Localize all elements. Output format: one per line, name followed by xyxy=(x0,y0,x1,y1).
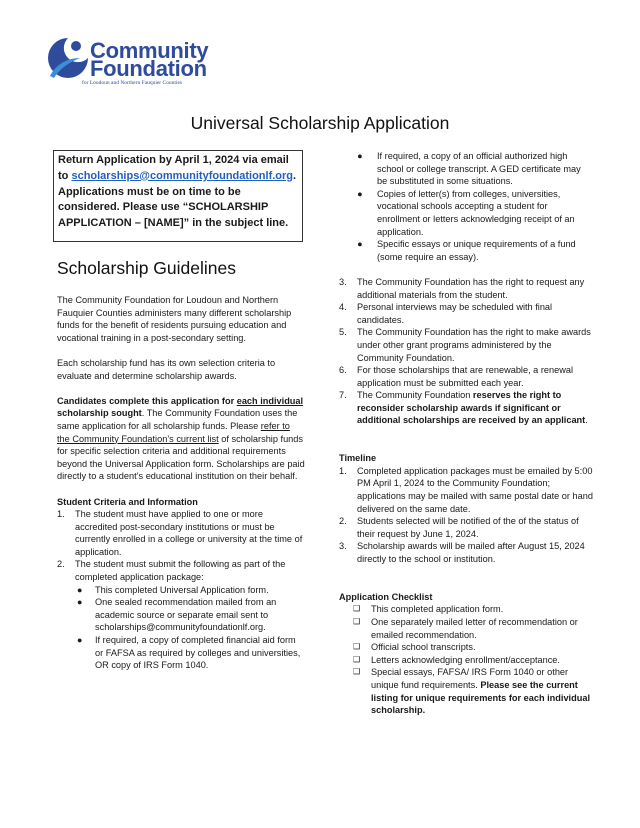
checkbox-icon: ❑ xyxy=(353,667,361,677)
logo-name-line2: Foundation xyxy=(90,56,207,81)
checkbox-icon: ❑ xyxy=(353,654,361,664)
email-link[interactable]: scholarships@communityfoundationlf.org xyxy=(71,169,294,182)
left-column xyxy=(57,294,305,672)
list-item: 3. The Community Foundation has the right to request any additional materials from the student. xyxy=(339,276,585,300)
list-item: 3. Scholarship awards will be mailed after August 15, 2024 directly to the school or institution. xyxy=(339,541,585,564)
checklist-item: ❑ One separately mailed letter of recommendation or emailed recommendation. xyxy=(353,616,578,640)
guidelines-paragraph-2: Each scholarship fund has its own selection criteria to evaluate and determine scholarship awards. xyxy=(57,357,276,381)
criteria-heading: Student Criteria and Information xyxy=(57,496,198,507)
checkbox-icon: ❑ xyxy=(353,604,361,614)
bullet-item: ● This completed Universal Application form. xyxy=(77,584,269,595)
checklist-item: ❑ This completed application form. xyxy=(353,604,504,615)
bullet-item: ● If required, a copy of completed financial aid form or FAFSA as required by colleges and universities, OR copy of IRS Form 1040. xyxy=(77,635,301,671)
bullet-icon: ● xyxy=(77,635,83,646)
bullet-icon: ● xyxy=(357,188,363,199)
notice-text-1: Return Application by April 1, 2024 via email to xyxy=(58,154,289,182)
checkbox-icon: ❑ xyxy=(353,616,361,626)
bullet-item: ● Specific essays or unique requirements of a fund (some require an essay). xyxy=(357,239,576,262)
list-item: 1. Completed application packages must be emailed by 5:00 PM April 1, 2024 to the Community Foundation; applications may be mailed with same postal date or hand delivered on the same date. xyxy=(339,465,593,514)
logo-mark-icon xyxy=(46,36,90,80)
fund-list-link[interactable]: refer to the Community Foundation’s current list xyxy=(57,420,290,444)
bullet-icon: ● xyxy=(77,584,83,595)
list-item: 4. Personal interviews may be scheduled with final candidates. xyxy=(339,302,553,325)
bullet-item: ● Copies of letter(s) from colleges, universities, vocational schools accepting a student for enrollment or letters acknowledging receipt of an application. xyxy=(357,188,575,237)
list-item: 6. For those scholarships that are renewable, a renewal application must be submitted each year. xyxy=(339,365,574,388)
checkbox-icon: ❑ xyxy=(353,642,361,652)
checklist-item: ❑ Special essays, FAFSA/ IRS Form 1040 or other unique fund requirements. Please see the current listing for unique requirements for each individual scholarship. xyxy=(353,667,590,716)
bullet-icon: ● xyxy=(357,151,363,161)
logo-name-line1: Community xyxy=(90,38,209,63)
deadline-notice-box xyxy=(53,150,303,242)
list-item: 5. The Community Foundation has the right to make awards under other grant programs administered by the Community Foundation. xyxy=(339,327,591,363)
page-title: Universal Scholarship Application xyxy=(190,113,450,133)
list-item: 2. The student must submit the following as part of the completed application package: xyxy=(57,559,286,583)
logo-tagline: for Loudoun and Northern Fauquier Counties xyxy=(82,80,183,86)
bullet-item: ● If required, a copy of an official authorized high school or college transcript. A GED certificate may be substituted in some situations. xyxy=(357,151,581,187)
bullet-item: ● One sealed recommendation mailed from an academic source or separate email sent to scholarships@communityfoundationlf.org. xyxy=(77,597,277,633)
foundation-logo xyxy=(46,36,216,92)
bullet-icon: ● xyxy=(357,239,363,250)
right-column xyxy=(339,150,593,717)
list-item: 2. Students selected will be notified of the of the status of their request by June 1, 2024. xyxy=(339,516,579,539)
bullet-icon: ● xyxy=(77,597,83,608)
guidelines-paragraph-3: Candidates complete this application for each individual scholarship sought. The Community Foundation uses the same application for all scholarship funds. Please refer to the Community Foundation’s current list of scholarship funds for specific selection criteria and additional requirements beyond the Universal Application form. Scholarships are paid directly to a student’s educational institution on their behalf. xyxy=(57,395,305,482)
checklist-heading: Application Checklist xyxy=(339,591,433,602)
checklist-item: ❑ Official school transcripts. xyxy=(353,642,476,653)
timeline-heading: Timeline xyxy=(339,453,377,464)
checklist-item: ❑ Letters acknowledging enrollment/acceptance. xyxy=(353,654,560,665)
list-item: 1. The student must have applied to one or more accredited post-secondary institutions or must be currently enrolled in a college or university at the time of application. xyxy=(57,509,303,557)
notice-text-2: . Applications must be on time to be considered. Please use “SCHOLARSHIP APPLICATION – [NAME]” in the subject line. xyxy=(58,169,297,230)
guidelines-paragraph-1: The Community Foundation for Loudoun and Northern Fauquier Counties administers many different scholarship funds for the benefit of residents pursuing education and vocational training in a post-secondary setting. xyxy=(57,295,292,343)
guidelines-heading: Scholarship Guidelines xyxy=(57,258,236,278)
list-item: 7. The Community Foundation reserves the right to reconsider scholarship awards if significant or additional scholarships are received by an applicant. xyxy=(339,390,588,426)
